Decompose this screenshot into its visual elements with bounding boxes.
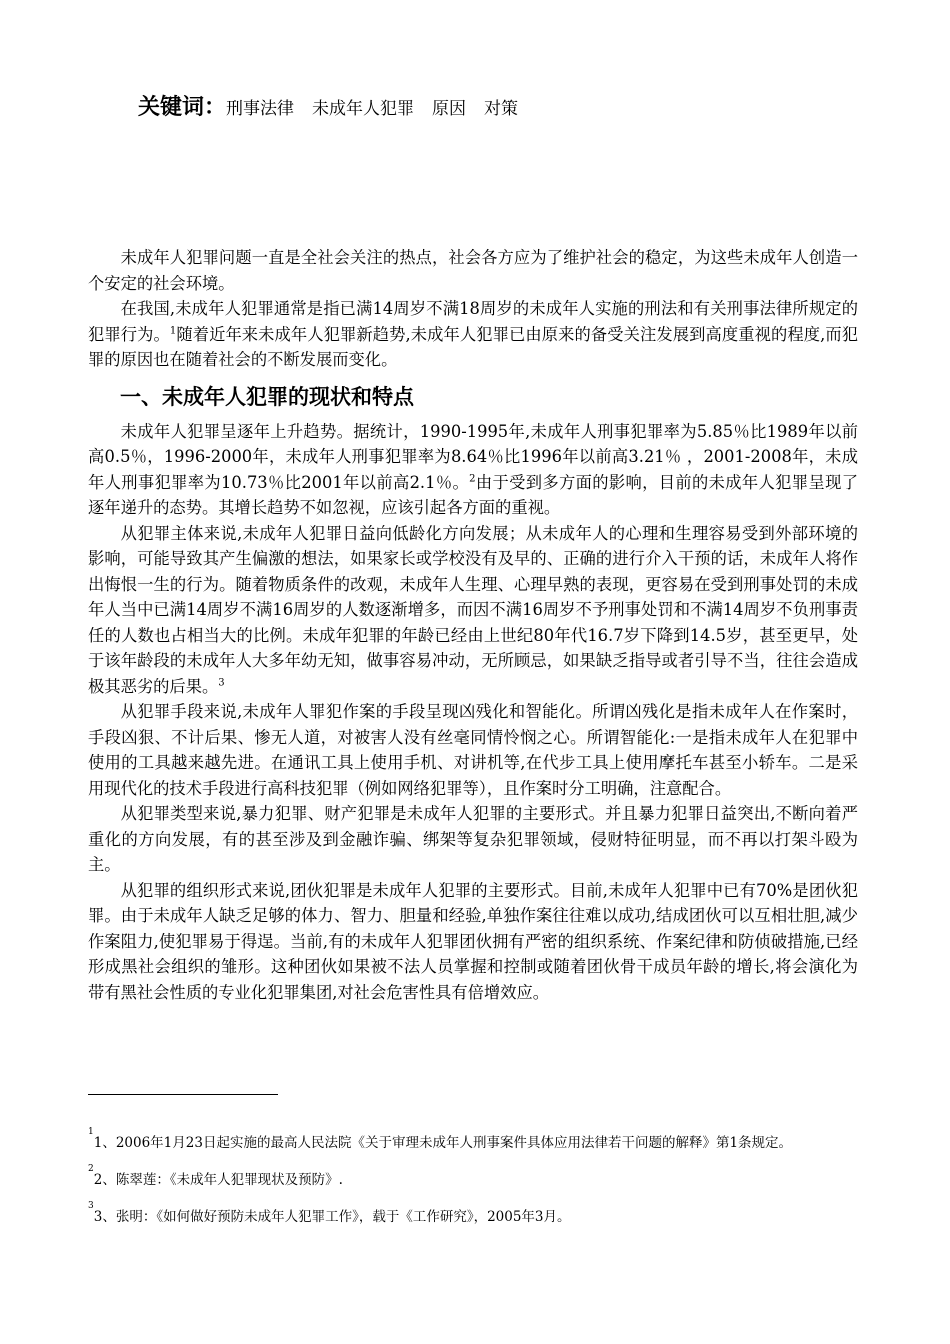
subject-paragraph xyxy=(88,521,858,700)
footnote-ref-3[interactable]: 3 xyxy=(218,677,225,689)
trend-text: 未成年人犯罪呈逐年上升趋势。据统计，1990-1995年,未成年人刑事犯罪率为5.85％比1989年以前高0.5％，1996-2000年，未成年人刑事犯罪率为8.64％比1996年以前高3.21％ ，2001-2008年，未成年人刑事犯罪率为10.73％比2001年以前高2.1％。 xyxy=(88,421,858,492)
keyword-item: 对策 xyxy=(484,99,519,119)
definition-text-cont: 随着近年来未成年人犯罪新趋势,未成年人犯罪已由原来的备受关注发展到高度重视的程度,而犯罪的原因也在随着社会的不断发展而变化。 xyxy=(88,324,858,369)
footnote-2 xyxy=(88,1165,858,1196)
footnote-1 xyxy=(88,1128,858,1159)
section-heading: 一、未成年人犯罪的现状和特点 xyxy=(120,384,414,409)
means-paragraph: 从犯罪手段来说,未成年人罪犯作案的手段呈现凶残化和智能化。所谓凶残化是指未成年人在作案时，手段凶狠、不计后果、惨无人道，对被害人没有丝毫同情怜悯之心。所谓智能化:一是指未成年人在犯罪中使用的工具越来越先进。在通讯工具上使用手机、对讲机等,在代步工具上使用摩托车甚至小轿车。二是采用现代化的技术手段进行高科技犯罪（例如网络犯罪等），且作案时分工明确，注意配合。 xyxy=(88,702,858,798)
footnote-text: 2、陈翠莲：《未成年人犯罪现状及预防》. xyxy=(93,1172,343,1188)
footnote-mark: 2 xyxy=(88,1164,94,1174)
type-paragraph: 从犯罪类型来说,暴力犯罪、财产犯罪是未成年人犯罪的主要形式。并且暴力犯罪日益突出,不断向着严重化的方向发展，有的甚至涉及到金融诈骗、绑架等复杂犯罪领域，侵财特征明显，而不再以打架斗殴为主。 xyxy=(88,804,858,874)
footnote-separator xyxy=(88,1094,278,1095)
footnote-ref-1[interactable]: 1 xyxy=(169,325,177,337)
footnote-ref-2[interactable]: 2 xyxy=(469,473,476,485)
definition-paragraph xyxy=(88,296,858,373)
keywords-line xyxy=(138,94,536,123)
footnote-mark: 3 xyxy=(88,1201,94,1211)
definition-text: 在我国,未成年人犯罪通常是指已满14周岁不满18周岁的未成年人实施的刑法和有关刑事法律所规定的犯罪行为。 xyxy=(88,299,858,344)
footnotes xyxy=(88,1128,858,1233)
main-text xyxy=(88,245,858,1005)
footnote-text: 1、2006年1月23日起实施的最高人民法院《关于审理未成年人刑事案件具体应用法律若干问题的解释》第1条规定。 xyxy=(93,1135,793,1151)
keyword-item: 刑事法律 xyxy=(226,99,295,119)
intro-paragraph: 未成年人犯罪问题一直是全社会关注的热点，社会各方应为了维护社会的稳定，为这些未成年人创造一个安定的社会环境。 xyxy=(88,248,858,293)
keywords-label: 关键词： xyxy=(138,95,227,120)
footnote-text: 3、张明：《如何做好预防未成年人犯罪工作》，载于《工作研究》，2005年3月。 xyxy=(93,1209,571,1225)
keyword-item: 原因 xyxy=(432,99,467,119)
footnote-3 xyxy=(88,1202,858,1233)
keyword-item: 未成年人犯罪 xyxy=(312,99,415,119)
organization-paragraph: 从犯罪的组织形式来说,团伙犯罪是未成年人犯罪的主要形式。目前,未成年人犯罪中已有70%是团伙犯罪。由于未成年人缺乏足够的体力、智力、胆量和经验,单独作案往往难以成功,结成团伙可以互相壮胆,减少作案阻力,使犯罪易于得逞。当前,有的未成年人犯罪团伙拥有严密的组织系统、作案纪律和防侦破措施,已经形成黑社会组织的雏形。这种团伙如果被不法人员掌握和控制或随着团伙骨干成员年龄的增长,将会演化为带有黑社会性质的专业化犯罪集团,对社会危害性具有倍增效应。 xyxy=(88,880,858,1002)
trend-paragraph xyxy=(88,419,858,521)
footnote-mark: 1 xyxy=(88,1127,94,1137)
subject-text: 从犯罪主体来说,未成年人犯罪日益向低龄化方向发展；从未成年人的心理和生理容易受到外部环境的影响，可能导致其产生偏激的想法，如果家长或学校没有及早的、正确的进行介入干预的话，未成年人将作出悔恨一生的行为。随着物质条件的改观，未成年人生理、心理早熟的表现，更容易在受到刑事处罚的未成年人当中已满14周岁不满16周岁的人数逐渐增多，而因不满16周岁不予刑事处罚和不满14周岁不负刑事责任的人数也占相当大的比例。未成年犯罪的年龄已经由上世纪80年代16.7岁下降到14.5岁，甚至更早，处于该年龄段的未成年人大多年幼无知，做事容易冲动，无所顾忌，如果缺乏指导或者引导不当，往往会造成极其恶劣的后果。 xyxy=(88,523,858,696)
trend-text-cont: 由于受到多方面的影响，目前的未成年人犯罪呈现了逐年递升的态势。其增长趋势不如忽视，应该引起各方面的重视。 xyxy=(88,472,858,517)
